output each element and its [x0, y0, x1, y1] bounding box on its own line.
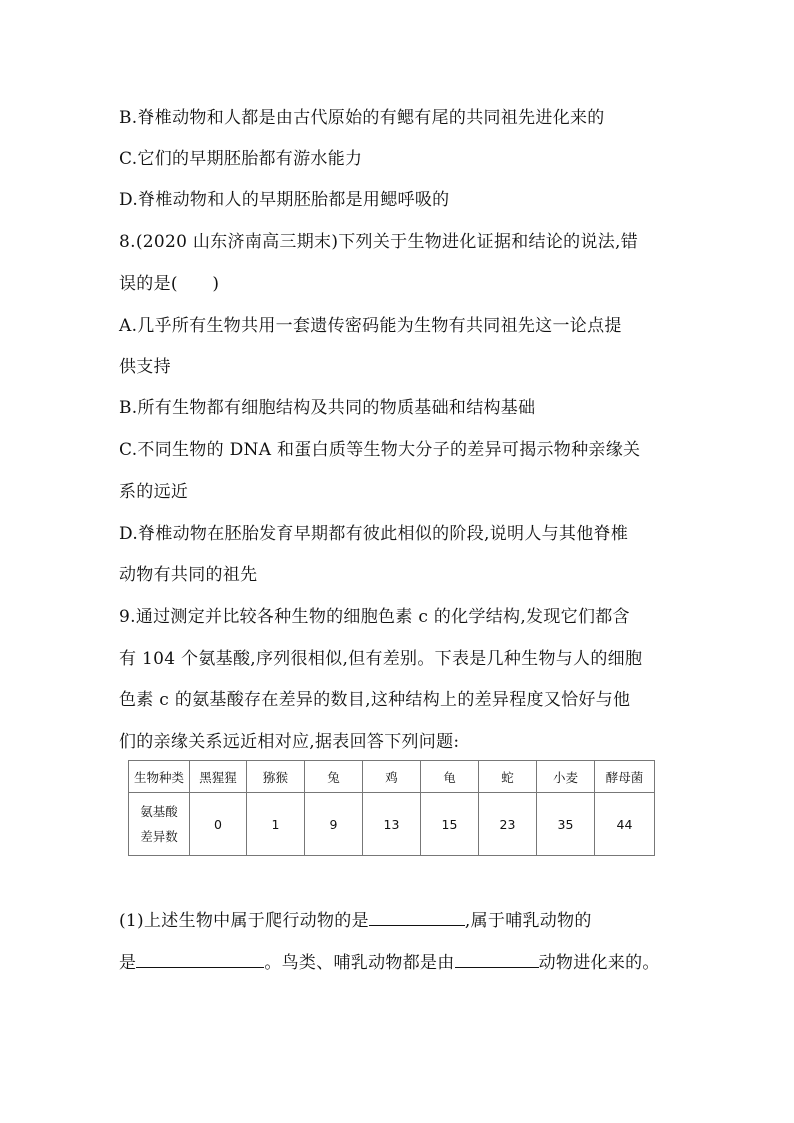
q1-text-b: ,属于哺乳动物的: [464, 911, 592, 931]
q1-text-e: 动物进化来的。: [538, 953, 660, 973]
row-label-line-2: 差异数: [140, 829, 178, 844]
option-d-text: D.脊椎动物和人的早期胚胎都是用鳃呼吸的: [119, 190, 450, 210]
question-8-option-d-line-2: 动物有共同的祖先: [119, 565, 258, 585]
table-cell-value: 1: [247, 793, 305, 856]
table-cell-value: 13: [363, 793, 421, 856]
table-column-header: 猕猴: [247, 761, 305, 793]
cytochrome-c-difference-table: [128, 760, 655, 856]
question-8-stem-line-1: 8.(2020 山东济南高三期末)下列关于生物进化证据和结论的说法,错: [119, 232, 639, 252]
question-8-option-c-line-2: 系的远近: [119, 482, 189, 502]
question-9-part-1-line-2: [119, 950, 660, 974]
question-8-option-a-line-2: 供支持: [119, 357, 171, 377]
table-cell-value: 44: [595, 793, 655, 856]
table-cell-value: 23: [479, 793, 537, 856]
row-label-line-1: 氨基酸: [140, 804, 178, 819]
question-8-option-b: B.所有生物都有细胞结构及共同的物质基础和结构基础: [119, 398, 536, 418]
table-column-header: 兔: [305, 761, 363, 793]
question-9-stem-line-4: 们的亲缘关系远近相对应,据表回答下列问题:: [119, 732, 460, 752]
question-8-option-a-line-1: A.几乎所有生物共用一套遗传密码能为生物有共同祖先这一论点提: [119, 316, 622, 336]
table-cell-value: 35: [537, 793, 595, 856]
table-cell-value: 9: [305, 793, 363, 856]
table-cell-value: 15: [421, 793, 479, 856]
table-column-header: 鸡: [363, 761, 421, 793]
table-column-header: 龟: [421, 761, 479, 793]
table-header-label: 生物种类: [129, 761, 190, 793]
q1-text-d: 。鸟类、哺乳动物都是由: [264, 953, 455, 973]
table-column-header: 蛇: [479, 761, 537, 793]
option-c-text: C.它们的早期胚胎都有游水能力: [119, 149, 363, 169]
table-column-header: 黑猩猩: [190, 761, 247, 793]
answer-blank-ancestor[interactable]: [455, 950, 539, 968]
q1-text-c: 是: [119, 953, 137, 973]
question-8-option-d-line-1: D.脊椎动物在胚胎发育早期都有彼此相似的阶段,说明人与其他脊椎: [119, 524, 629, 544]
question-8-option-c-line-1: C.不同生物的 DNA 和蛋白质等生物大分子的差异可揭示物种亲缘关: [119, 440, 641, 460]
question-9-stem-line-3: 色素 c 的氨基酸存在差异的数目,这种结构上的差异程度又恰好与他: [119, 690, 631, 710]
table-cell-value: 0: [190, 793, 247, 856]
answer-blank-reptiles[interactable]: [369, 908, 465, 926]
answer-blank-mammals[interactable]: [136, 950, 264, 968]
question-9-stem-line-1: 9.通过测定并比较各种生物的细胞色素 c 的化学结构,发现它们都含: [119, 607, 630, 627]
table-column-header: 小麦: [537, 761, 595, 793]
question-9-part-1-line-1: [119, 908, 592, 932]
table-value-row: [129, 793, 655, 856]
table-header-row: [129, 761, 655, 793]
question-9-stem-line-2: 有 104 个氨基酸,序列很相似,但有差别。下表是几种生物与人的细胞: [119, 649, 643, 669]
option-b-text: B.脊椎动物和人都是由古代原始的有鳃有尾的共同祖先进化来的: [119, 108, 605, 128]
q1-text-a: (1)上述生物中属于爬行动物的是: [119, 911, 369, 931]
question-8-stem-line-2: 误的是( ): [119, 274, 220, 294]
table-column-header: 酵母菌: [595, 761, 655, 793]
table-row-label: [129, 793, 190, 856]
